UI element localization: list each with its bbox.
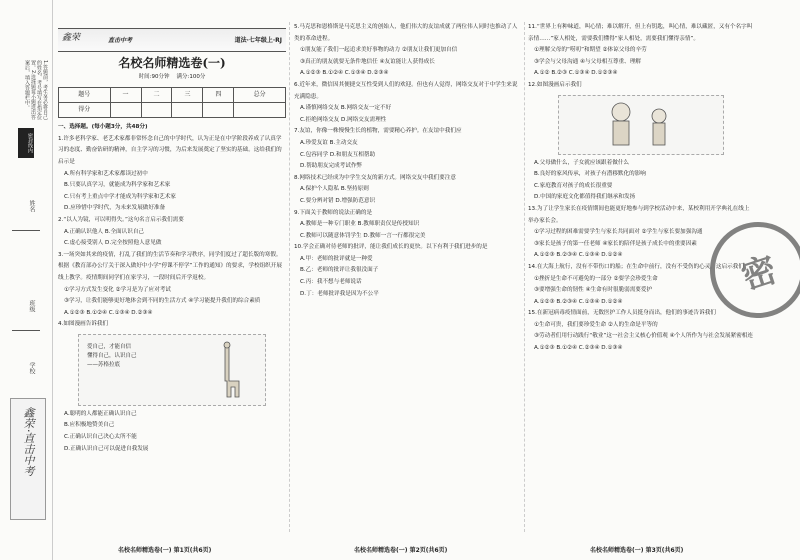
edition-label: 道法·七年级上·RJ <box>234 37 282 44</box>
comic-quote: 爱自己，才能自信 懂得自己，认识自己 ——苏格拉底 <box>87 343 137 368</box>
score-cell[interactable] <box>110 103 141 118</box>
family-illustration <box>559 96 723 154</box>
page-footer-3: 名校名师精选卷(一) 第3页(共6页) <box>590 547 684 554</box>
score-cell[interactable] <box>172 103 203 118</box>
column-divider <box>289 22 290 532</box>
score-row-label: 得分 <box>59 103 111 118</box>
question-10: 10.学会正确对待老师的批评，能让我们成长的更快。以下有利于我们进步的是 A.甲：老师的批评就是一种爱 B.乙：老师的批评让我很没面子 C.丙：我不想与老师说话 D.丁：老师批评我是因为不公平 <box>294 244 488 297</box>
question-3: 3.一场突如其来的疫情，打乱了我们的生活节奏和学习秩序，同学们度过了超长版的寒假。根据《教育部办公厅关于深入做好中小学“停课不停学”工作的通知》的要求，学校组织开展线上教学。疫情期间同学们在家学习，一段时间后开学返校。 ①学习方式发生变化 ②学习是为了应对考试 ③学习，让我们能够更好地体会到不同的生活方式 ④学习能提升我们的综合素质 A.①②③ B.①②④ C.①③④ D.②③④ <box>58 251 282 316</box>
score-header-cell: 一 <box>110 88 141 103</box>
paper-title: 名校名师精选卷(一) <box>118 56 226 70</box>
score-header-cell: 总分 <box>234 88 286 103</box>
question-4: 4.如图漫画告诉我们 爱自己，才能自信 懂得自己，认识自己 ——苏格拉底 A.聪明的人都能正确认识自己 B.应积极地赞美自己 C.正确认识自己决心太所不能 D.正确认识自己可以促进自我发展 <box>58 319 286 455</box>
giraffe-illustration <box>219 341 245 399</box>
banner-subtitle: 直击中考 <box>108 37 133 44</box>
comic-image <box>78 334 266 406</box>
name-underline <box>12 230 40 231</box>
confidential-stamp: 密 <box>698 210 800 331</box>
page-footer-2: 名校名师精选卷(一) 第2页(共6页) <box>354 547 448 554</box>
class-label: 班级 <box>28 300 35 312</box>
instructions-note: 1.答题前，考生务必将自己的姓名、考号填写在指定位置。2.选择题每小题选出答案后，填入答题栏中。 <box>24 60 48 120</box>
seal-line-badge: 密封线内 <box>18 128 34 158</box>
score-header-cell: 二 <box>141 88 172 103</box>
brand-logo: 鑫荣 <box>62 33 81 43</box>
page-column-2 <box>294 22 522 542</box>
section-heading: 一、选择题。(每小题3分，共48分) <box>58 124 148 131</box>
family-cartoon <box>558 95 724 155</box>
header-banner <box>58 28 286 52</box>
school-label: 学校 <box>28 362 35 374</box>
question-11: 11.“世界上有种味道，叫心情；难以解开，但上有钥匙，叫心情，难以藏匿，又有个名字叫亲情……”家人相处，需要我们懂得“家人相处，需要我们懂得亲情”。 ①理解父母的“唠叨”和期望 ②体谅父母的辛劳 ③学会与父母沟通 ④与父母相互尊重、理解 A.①② B.②③ C.①③④ D.①②③④ <box>528 24 753 77</box>
column-divider <box>524 22 525 532</box>
page-footer-1: 名校名师精选卷(一) 第1页(共6页) <box>118 547 212 554</box>
question-7: 7.友谊，你像一株慢慢生长的植物，需要精心养护。在友谊中我们应 A.珍爱友谊 B.主动交友 C.包容同学 D.和朋友互相帮助 D.帮助朋友完成考试作弊 <box>294 128 462 170</box>
full-score: 满分:100分 <box>176 73 206 80</box>
time-score-line <box>58 72 286 84</box>
question-1: 1.许多老科学家、老艺术家都非常怀念自己的中学时代，认为正是在中学阶段养成了认真学习的态度、勤奋钻研的精神，自主学习的习惯，为后来发展奠定了坚实的基础。这给我们的启示是 A.所有科学家和艺术家都读过初中 B.只要认真学习，就能成为科学家和艺术家 C.只有考上重点中学才能成为科学家和艺术家 D.应珍惜中学时代，为未来发展做好准备 <box>58 135 282 212</box>
score-cell[interactable] <box>141 103 172 118</box>
score-table <box>58 87 286 118</box>
name-label: 姓名 <box>28 200 35 212</box>
question-9: 9.下面关于教师的说法正确的是 A.教师是一种专门职业 B.教师职责仅是传授知识 C.教师可以随意体罚学生 D.教师一言一行都很完美 <box>294 209 426 239</box>
class-underline <box>12 330 40 331</box>
binding-spine <box>0 0 53 560</box>
question-13: 13.为了让学生家长在疫情期间也能更好地参与到学校活动中来，某校利用开学典礼在线上举办家长会。 ①学习过程的困难需要学生与家长共同面对 ②学生与家长要加强沟通 ③家长是孩子的第一任老师 ④家长的陪伴是孩子成长中的重要因素 A.①②③ B.②③④ C.①③④ D.①②④ <box>528 205 750 259</box>
question-2: 2.“以人为镜，可以明得失。”这句名言启示我们需要 A.正确认识他人 B.全面认识自己 C.虚心接受别人 D.完全按照他人意见做 <box>58 216 184 247</box>
score-header-cell: 四 <box>203 88 234 103</box>
time-limit: 时间:90分钟 <box>138 73 170 80</box>
publisher-logo: 鑫荣·直击中考 <box>10 398 46 520</box>
score-cell[interactable] <box>234 103 286 118</box>
question-14: 14.在大海上航行，没有不带伤口的船；在生命中前行，没有不受伤的心灵。这启示我们 ①挫折是生命不可避免的一部分 ②要学会珍爱生命 ③要增强生命的韧性 ④生命有时很脆弱需要爱护 A.①②③ B.②③④ C.①③④ D.①②④ <box>528 263 744 305</box>
question-5: 5.马克思和恩格斯是马克思主义的创始人，他们伟大的友谊成就了两位伟人同时也推动了人类的革命进程。 ①朋友能了我们一起追求美好事物的动力 ②朋友让我们更加自信 ③真正的朋友就要无条件地信任 ④友谊能让人获得成长 A.①②③ B.①②④ C.①③④ D.②③④ <box>294 24 518 77</box>
score-header-cell: 三 <box>172 88 203 103</box>
page-column-1 <box>58 22 286 542</box>
question-15: 15.在新冠病毒疫情面前，无数医护工作人员挺身而出，他们的事迹告诉我们 ①生命可贵，我们要珍爱生命 ②人的生命是平等的 ③劳动者们用行动践行“敬业”这一社会主义核心价值观 ④个人所作为与社会发展紧密相连 A.①②③ B.①②④ C.②③④ D.①③④ <box>528 310 753 352</box>
question-8: 8.网络技术已经成为中学生交友的新方式。网络交友中我们要注意 A.保护个人隐私 B.坚持原则 C.要分辨对错 D.增强防范意识 <box>294 174 456 204</box>
question-6: 6.近年来，微信因其便捷交互性受到人们的欢迎。但也有人觉得，网络交友对于中学生来说充满隐患。 A.谨慎网络交友 B.网络交友一定不好 C.拒绝网络交友 D.网络交友需理性 <box>294 81 518 123</box>
score-cell[interactable] <box>203 103 234 118</box>
score-header-cell: 题号 <box>59 88 111 103</box>
question-12: 12.如图漫画启示我们 A.父母做什么，子女就应该跟着做什么 B.良好的家风传承，对孩子有潜移默化的影响 C.家庭教育对孩子的成长很重要 D.中国的家庭文化都值得我们继承和发扬 <box>528 80 754 204</box>
